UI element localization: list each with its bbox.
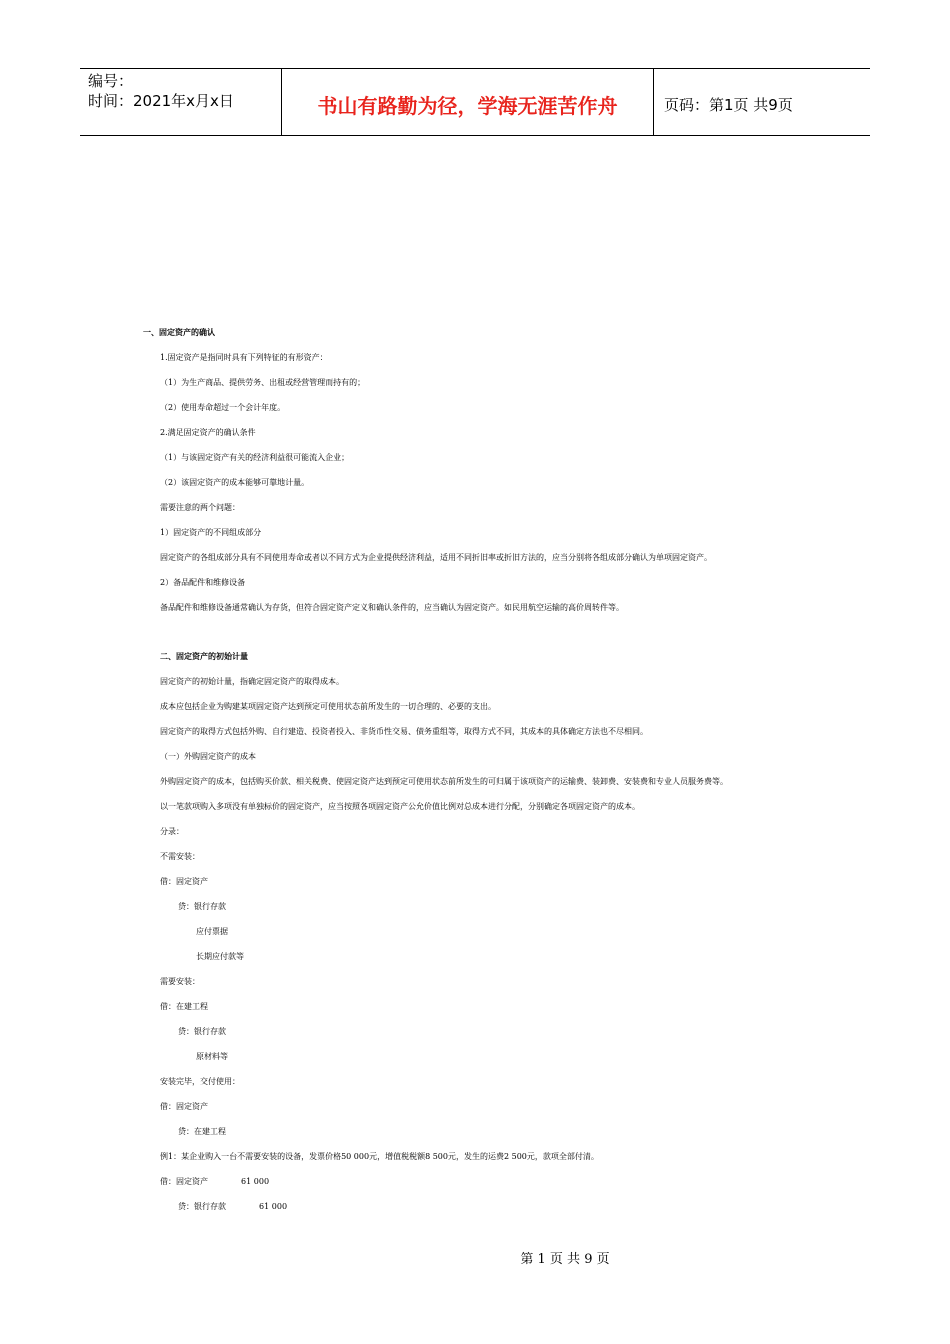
paragraph: （2）该固定资产的成本能够可靠地计量。	[160, 478, 310, 487]
journal-entry: 应付票据	[196, 927, 228, 936]
journal-entry: 借：固定资产 61 000	[160, 1177, 270, 1186]
journal-entry: 贷：银行存款	[178, 902, 226, 911]
page-footer: 第 1 页 共 9 页	[520, 1252, 610, 1267]
paragraph: 成本应包括企业为购建某项固定资产达到预定可使用状态前所发生的一切合理的、必要的支出。	[160, 702, 496, 711]
paragraph: （1）与该固定资产有关的经济利益很可能流入企业；	[160, 453, 350, 462]
paragraph: 固定资产的各组成部分具有不同使用寿命或者以不同方式为企业提供经济利益，适用不同折旧率或折旧方法的，应当分别将各组成部分确认为单项固定资产。	[160, 553, 712, 562]
journal-entry: 贷：银行存款 61 000	[178, 1202, 288, 1211]
journal-entry: 借：固定资产	[160, 1102, 208, 1111]
paragraph: 需要安装：	[160, 977, 200, 986]
paragraph: 1.固定资产是指同时具有下列特征的有形资产：	[160, 353, 328, 362]
journal-entry: 借：固定资产	[160, 877, 208, 886]
paragraph: （1）为生产商品、提供劳务、出租或经营管理而持有的；	[160, 378, 366, 387]
document-time-label: 时间：2021年x月x日	[88, 92, 234, 110]
paragraph: 2.满足固定资产的确认条件	[160, 428, 256, 437]
header-motto: 书山有路勤为径，学海无涯苦作舟	[282, 69, 654, 135]
paragraph: 安装完毕，交付使用：	[160, 1077, 240, 1086]
journal-entry: 借：在建工程	[160, 1002, 208, 1011]
journal-entry: 长期应付款等	[196, 952, 244, 961]
document-number-label: 编号：	[88, 72, 134, 90]
example-paragraph: 例1：某企业购入一台不需要安装的设备，发票价格50 000元，增值税税额8 500元，发生的运费2 500元，款项全部付清。	[160, 1152, 599, 1161]
paragraph: 2）备品配件和维修设备	[160, 578, 246, 587]
section-heading: 二、固定资产的初始计量	[160, 652, 248, 661]
paragraph: 1）固定资产的不同组成部分	[160, 528, 262, 537]
header-page-info: 页码：第1页 共9页	[664, 95, 793, 114]
paragraph: 需要注意的两个问题：	[160, 503, 240, 512]
paragraph: 固定资产的取得方式包括外购、自行建造、投资者投入、非货币性交易、债务重组等，取得方式不同，其成本的具体确定方法也不尽相同。	[160, 727, 648, 736]
journal-entry: 原材料等	[196, 1052, 228, 1061]
page-header	[80, 68, 870, 136]
journal-entry: 贷：在建工程	[178, 1127, 226, 1136]
paragraph: （2）使用寿命超过一个会计年度。	[160, 403, 286, 412]
section-heading: 一、固定资产的确认	[143, 328, 215, 337]
paragraph: 固定资产的初始计量，指确定固定资产的取得成本。	[160, 677, 344, 686]
paragraph: 分录：	[160, 827, 184, 836]
paragraph: 不需安装：	[160, 852, 200, 861]
journal-entry: 贷：银行存款	[178, 1027, 226, 1036]
paragraph: 外购固定资产的成本，包括购买价款、相关税费、使固定资产达到预定可使用状态前所发生的可归属于该项资产的运输费、装卸费、安装费和专业人员服务费等。	[160, 777, 728, 786]
paragraph: （一）外购固定资产的成本	[160, 752, 256, 761]
paragraph: 以一笔款项购入多项没有单独标价的固定资产，应当按照各项固定资产公允价值比例对总成本进行分配，分别确定各项固定资产的成本。	[160, 802, 640, 811]
paragraph: 备品配件和维修设备通常确认为存货，但符合固定资产定义和确认条件的，应当确认为固定资产。如民用航空运输的高价周转件等。	[160, 603, 624, 612]
header-meta	[80, 69, 282, 135]
